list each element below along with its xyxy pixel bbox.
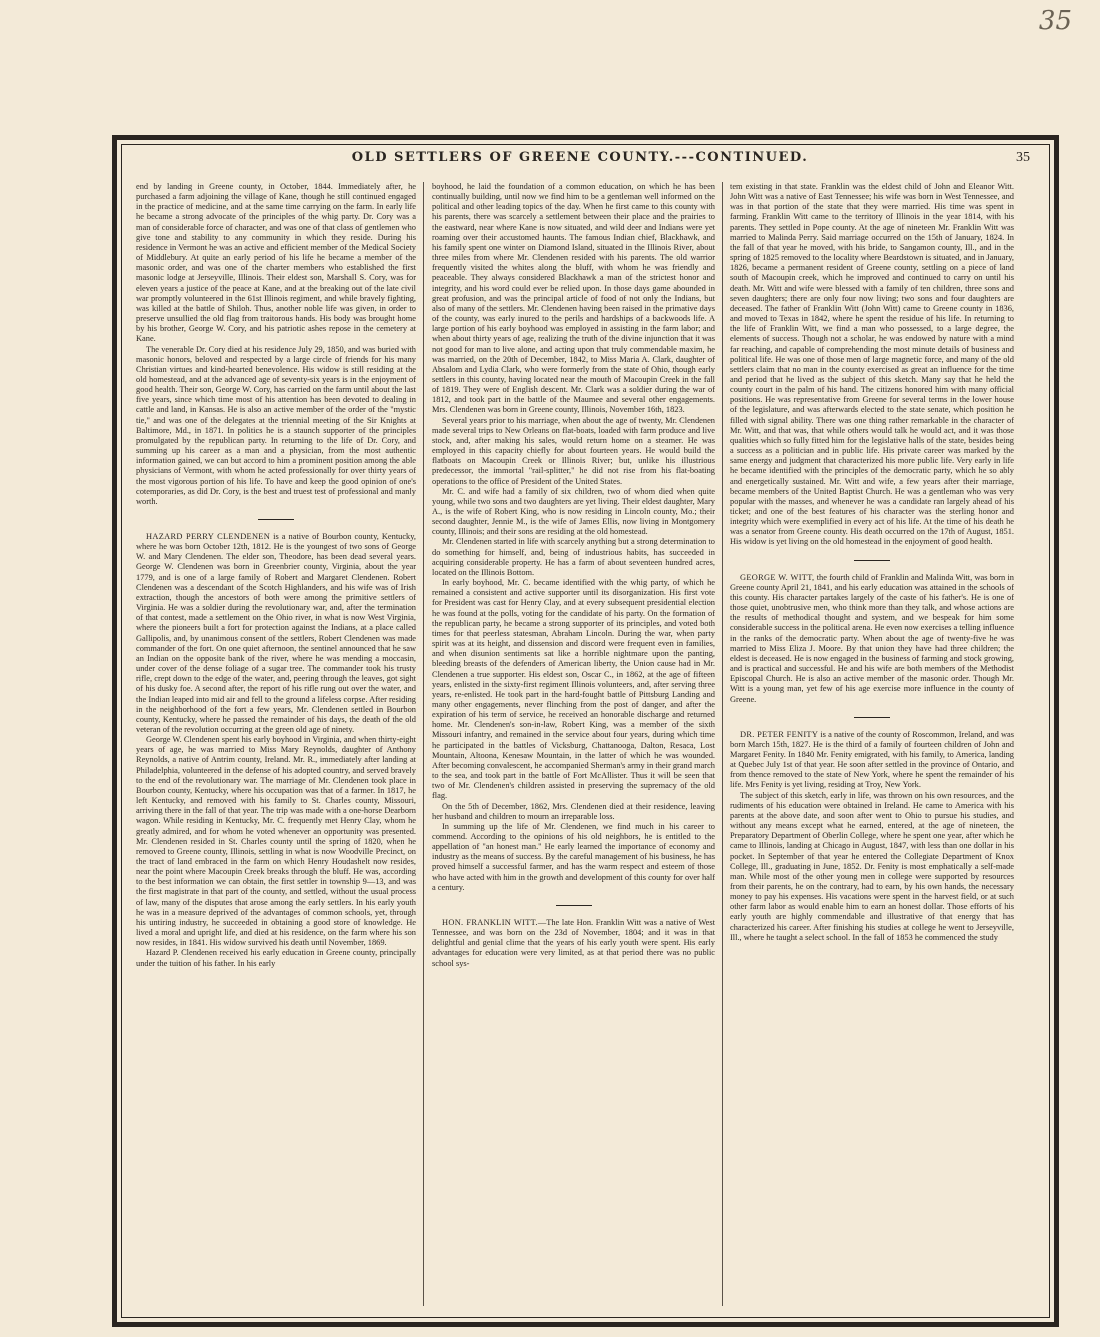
section-divider — [854, 717, 890, 718]
page-number: 35 — [1016, 150, 1030, 165]
paragraph: GEORGE W. WITT, the fourth child of Franklin and Malinda Witt, was born in Greene county April 21, 1841, and his early education was attained in the schools of this county. His character partakes largely of the caste of his father's. He is one of those quiet, unobtrusive men, who think more than they talk, and whose actions are the results of methodical thought and system, and we bespeak for him some considerable success in the political arena. He even now exercises a telling influence in the ranks of the democratic party. When about the age of twenty-five he was married to Miss Eliza J. Moore. By that union they have had three children; the eldest is deceased. He is now engaged in the business of farming and stock growing, and is practical and successful. He and his wife are both members of the Methodist Episcopal Church. He is also an active member of the masonic order. Though Mr. Witt is a young man, yet few of his age exercise more influence in the county of Greene. — [730, 572, 1014, 704]
article-columns — [136, 182, 1028, 1314]
paragraph: In early boyhood, Mr. C. became identified with the whig party, of which he remained a consistent and active supporter until its disorganization. His first vote for President was cast for Henry Clay, and at every subsequent presidential election he was found at the polls, voting for the candidate of his party. On the formation of the republican party, he became a strong supporter of its principles, and voted both times for that peerless statesman, Abraham Lincoln. During the war, when party spirit was at its height, and dissension and discord were frequent even in families, and when disunion sentiments sat like a horrible nightmare upon the panting, bleeding breasts of the defenders of American liberty, the Union cause had in Mr. Clendenen a true supporter. His eldest son, Oscar C., in 1862, at the age of fifteen years, enlisted in the sixty-first regiment Illinois volunteers, and, after serving three years, re-enlisted. He took part in the hard-fought battle of Pittsburg Landing and many other engagements, never flinching from the post of danger, and after the expiration of his term of service, he received an honorable discharge and returned home. Mr. Clendenen's son-in-law, Robert King, was a member of the sixth Missouri infantry, and remained in the service about four years, during which time he participated in the battles of Vicksburg, Chattanooga, Dalton, Resaca, Lost Mountain, Altoona, Kenesaw Mountain, in the latter of which he was wounded. After becoming convalescent, he accompanied Sherman's army in their grand march to the sea, and took part in the battle of Fort McAllister. Thus it will be seen that two of Mr. Clendenen's children assisted in preserving the supremacy of the old flag. — [432, 578, 715, 801]
paragraph: On the 5th of December, 1862, Mrs. Clendenen died at their residence, leaving her husband and children to mourn an irreparable loss. — [432, 801, 715, 821]
paragraph: end by landing in Greene county, in October, 1844. Immediately after, he purchased a farm adjoining the village of Kane, though he still continued engaged in the practice of medicine, and at the same time carrying on the farm. In early life he became a strong advocate of the principles of the whig party. Dr. Cory was a man of considerable force of character, and was one of that class of gentlemen who give tone and stability to any community in which they reside. During his residence in Vermont he was an active and efficient member of the Medical Society of Middlebury. At quite an early period of his life he became a member of the masonic order, and was one of the charter members who established the first masonic lodge at Jerseyville, Illinois. Their eldest son, Marshall S. Cory, was for eleven years a justice of the peace at Kane, and at the breaking out of the late civil war promptly volunteered in the 61st Illinois regiment, and while bravely fighting, was killed at the battle of Shiloh. Thus, another noble life was given, in order to preserve unsullied the old flag from traitorous hands. His body was brought home by his brother, George W. Cory, and his patriotic ashes repose in the cemetery at Kane. — [136, 182, 416, 344]
paragraph: In summing up the life of Mr. Clendenen, we find much in his career to commend. According to the opinions of his old neighbors, he is entitled to the appellation of "an honest man." He early learned the importance of economy and industry as the means of success. By the careful management of his business, he has proved himself a successful farmer, and has the warm respect and esteem of those who have acted with him in the growth and development of this county for over half a century. — [432, 821, 715, 892]
paragraph: The venerable Dr. Cory died at his residence July 29, 1850, and was buried with masonic honors, beloved and respected by a large circle of friends for his many Christian virtues and kind-hearted benevolence. His widow is still residing at the old homestead, and at the advanced age of seventy-six years is in the enjoyment of good health. Their son, George W. Cory, has carried on the farm until about the last five years, since which time most of his attention has been devoted to dealing in cattle and land, in Kansas. He is also an active member of the order of the "mystic tie," and was one of the delegates at the triennial meeting of the Sir Knights at Baltimore, Md., in 1871. In politics he is a staunch supporter of the principles promulgated by the republican party. In returning to the life of Dr. Cory, and summing up his career as a man and a physician, from the most authentic information gained, we can but accord to him a prominent position among the able physicians of Vermont, with whom he acted professionally for over thirty years of the most vigorous portion of his life. To have and keep the good opinion of one's cotemporaries, as did Dr. Cory, is the best and truest test of professional and manly worth. — [136, 344, 416, 506]
paragraph: George W. Clendenen spent his early boyhood in Virginia, and when thirty-eight years of age, he was married to Miss Mary Reynolds, daughter of Anthony Reynolds, a native of Antrim county, Ireland. Mr. R., immediately after landing at Philadelphia, volunteered in the defense of his adopted country, and served bravely to the end of the revolutionary war. The marriage of Mr. Clendenen took place in Bourbon county, Kentucky, where his occupation was that of a farmer. In 1817, he left Kentucky, and removed with his family to St. Charles county, Missouri, arriving there in the fall of that year. The trip was made with a one-horse Dearborn wagon. While residing in Kentucky, Mr. C. frequently met Henry Clay, whom he greatly admired, and for whom he voted whenever an opportunity was presented. Mr. Clendenen resided in St. Charles county until the spring of 1820, when he removed to Greene county, Illinois, settling in what is now Woodville Precinct, on the tract of land embraced in the farm on which Henry Houdashelt now resides, near the point where Macoupin Creek breaks through the bluff. He was, according to the best information we can obtain, the first settler in township 9—13, and was the first magistrate in that part of the county, and settled, without the usual process of law, many of the disputes that arose among the early settlers. In his early youth he was in a measure deprived of the advantages of common schools, yet, through his untiring industry, he succeeded in obtaining a good store of knowledge. He lived a moral and upright life, and died at his residence, on the farm where his son now resides, in 1841. His widow survived his death until November, 1869. — [136, 735, 416, 948]
paragraph: Several years prior to his marriage, when about the age of twenty, Mr. Clendenen made several trips to New Orleans on flat-boats, loaded with farm produce and live stock, and, after making his sales, would return home on a steamer. He was employed in this capacity chiefly for about fourteen years. He would build the flatboats on Macoupin Creek or Illinois River; but, unlike his illustrious predecessor, the immortal "rail-splitter," he did not rise from his flat-boating operations to the office of President of the United States. — [432, 415, 715, 486]
paragraph: boyhood, he laid the foundation of a common education, on which he has been continually building, until now we find him to be a gentleman well informed on the political and other leading topics of the day. When he first came to this county with his parents, there was scarcely a settlement between their place and the prairies to the eastward, near where Kane is now situated, and wild deer and Indians were yet roaming over their accustomed haunts. The famous Indian chief, Blackhawk, and his family spent one winter on Diamond Island, situated in the Illinois River, about three miles from where Mr. Clendenen resided with his parents. The old warrior frequently visited the whites along the bluff, with whom he was friendly and peaceable. They always considered Blackhawk a man of the strictest honor and integrity, and his word could ever be relied upon. In those days game abounded in great profusion, and was the principal article of food of not only the Indians, but also of many of the settlers. Mr. Clendenen having been raised in the primative days of the county, was early inured to the perils and hardships of a backwoods life. A large portion of his early boyhood was employed in assisting in the farm labor; and when about thirty years of age, realizing the truth of the divine injunction that it was not good for man to live alone, and acting upon that truly commendable maxim, he was married, on the 20th of December, 1842, to Miss Maria A. Clark, daughter of Absalom and Lydia Clark, who were formerly from the state of Ohio, though early settlers in this county, having located near the mouth of Macoupin Creek in the fall of 1819. They were of English descent. Mr. Clark was a soldier during the war of 1812, and took part in the battle of the Maumee and several other engagements. Mrs. Clendenen was born in Greene county, Illinois, November 16th, 1823. — [432, 182, 715, 415]
biography-name: DR. PETER FENITY — [740, 729, 819, 739]
paragraph: Hazard P. Clendenen received his early education in Greene county, principally under the tuition of his father. In his early — [136, 948, 416, 968]
paragraph: HON. FRANKLIN WITT.—The late Hon. Franklin Witt was a native of West Tennessee, and was born on the 23d of November, 1804; and it was in that delightful and genial clime that the years of his early youth were spent. His early advantages for education were very limited, as at that period there was no public school sys- — [432, 917, 715, 968]
paragraph: HAZARD PERRY CLENDENEN is a native of Bourbon county, Kentucky, where he was born October 12th, 1812. He is the youngest of two sons of George W. and Mary Clendenen. The elder son, Theodore, has been dead several years. George W. Clendenen was born in Greenbrier county, Virginia, about the year 1779, and is one of a large family of Robert and Margaret Clendenen. Robert Clendenen was a descendant of the Scotch Highlanders, and his wife was of Irish extraction, though the ancestors of both were among the primitive settlers of Virginia. He was a soldier during the revolutionary war, and, after the termination of that contest, made a settlement on the Ohio river, in what is now West Virginia, where the pioneers built a fort for protection against the Indians, at a place called Gallipolis, and, by unanimous consent of the settlers, Robert Clendenen was made commander of the fort. On one quiet afternoon, the sentinel announced that he saw an Indian on the opposite bank of the river, where he was mending a moccasin, under cover of the dense foliage of a sugar tree. The commander took his trusty rifle, crept down to the edge of the water, and, peering through the leaves, got sight of his dusky foe. A second after, the report of his rifle rung out over the water, and the Indian leaped into mid air and fell to the ground a lifeless corpse. After residing in the neighborhood of the fort a few years, Mr. Clendenen settled in Bourbon county, Kentucky, where he passed the remainder of his days, the death of the old veteran of the revolution occurring at the green old age of ninety. — [136, 532, 416, 734]
biography-name: HON. FRANKLIN WITT. — [442, 917, 538, 927]
biography-name: HAZARD PERRY CLENDENEN — [146, 532, 271, 541]
column-2 — [432, 182, 715, 1312]
paragraph: Mr. Clendenen started in life with scarcely anything but a strong determination to do something for himself, and, being of industrious habits, has succeeded in acquiring considerable property. He has a farm of about seventeen hundred acres, located on the Illinois Bottom. — [432, 537, 715, 577]
column-1 — [136, 182, 416, 1312]
paragraph: DR. PETER FENITY is a native of the county of Roscommon, Ireland, and was born March 15th, 1827. He is the third of a family of fourteen children of John and Margaret Fenity. In 1840 Mr. Fenity emigrated, with his family, to America, landing at Quebec July 1st of that year. He soon after settled in the province of Ontario, and from thence removed to the state of New York, where he spent the remainder of his life. Mrs Fenity is yet living, residing at Troy, New York. — [730, 729, 1014, 790]
column-3 — [730, 182, 1014, 1312]
paragraph: The subject of this sketch, early in life, was thrown on his own resources, and the rudiments of his education were obtained in Ireland. He came to America with his parents at the above date, and soon after went to Ohio to pursue his studies, and without any means except what he earned, entered, at the age of nineteen, the Preparatory Department of Oberlin College, where he spent one year, after which he came to Illinois, landing at Chicago in August, 1847, with less than one dollar in his pocket. In September of that year he entered the Collegiate Department of Knox College, Ill., graduating in June, 1852. Dr. Fenity is most emphatically a self-made man. While most of the other young men in college were supported by resources from their parents, he on the contrary, had to earn, by his own hands, the necessary money to pay his expenses. His vacations were spent in the harvest field, or at such other farm labor as would enable him to earn an honest dollar. Those efforts of his early youth are highly commendable and illustrative of that energy that has characterized his career. After finishing his studies at college he went to Jerseyville, Ill., where he taught a select school. In the fall of 1853 he commenced the study — [730, 790, 1014, 942]
handwritten-page-number: 35 — [1038, 6, 1072, 36]
paragraph: Mr. C. and wife had a family of six children, two of whom died when quite young, while two sons and two daughters are yet living. Their eldest daughter, Mary A., is the wife of Robert King, who is now residing in Lincoln county, Mo.; their second daughter, Jennie M., is the wife of James Ellis, now living in Montgomery county, Illinois; and their sons are residing at the old homestead. — [432, 486, 715, 537]
section-divider — [556, 905, 592, 906]
page-header — [130, 148, 1030, 172]
biography-name: GEORGE W. WITT, — [740, 572, 815, 582]
section-divider — [854, 560, 890, 561]
section-divider — [258, 519, 294, 520]
page-title: OLD SETTLERS OF GREENE COUNTY.---CONTINUED. — [351, 150, 809, 165]
paragraph: tem existing in that state. Franklin was the eldest child of John and Eleanor Witt. John Witt was a native of East Tennessee; his wife was born in West Tennessee, and was in that portion of the state that they were married. His time was spent in farming. Franklin Witt came to the territory of Illinois in the year 1814, with his parents. They settled in Pope county. At the age of nineteen Mr. Franklin Witt was married to Malinda Perry. Said marriage occurred on the 15th of January, 1824. In the fall of that year he moved, with his bride, to Sangamon county, Ill., and in the spring of 1825 removed to the locality where Beardstown is situated, and in January, 1826, became a permanent resident of Greene county, settling on a piece of land south of Macoupin creek, which he improved and continued to carry on until his death. Mr. Witt and wife were blessed with a family of ten children, three sons and seven daughters; there are only four now living; two sons and four daughters are deceased. The father of Franklin Witt (John Witt) came to Greene county in 1836, and moved to Texas in 1842, where he spent the residue of his life. In returning to the life of Franklin Witt, we find a man who possessed, to a large degree, the elements of success. Though not a scholar, he was endowed by nature with a mind far reaching, and capable of comprehending the most minute details of business and political life. He was one of those men of large magnetic force, and many of the old settlers claim that no man in the county exercised as great an influence for the time and period that he lived as the subject of this sketch. Many say that he held the county court in the palm of his hand. The citizens honored him with many official positions. He was representative from Greene for several terms in the lower house of the legislature, and was afterwards elected to the state senate, which position he filled with signal ability. There was one thing rather remarkable in the character of Mr. Witt, and that was, that while others would talk he would act, and it was those qualities which so fully fitted him for the legislative halls of the state, besides being a success as a politician and in public life. His private career was marked by the same energy and judgment that characterized his more public life. Very early in life he became identified with the principles of the democratic party, which he so ably and energetically sustained. Mr. Witt and wife, a few years after their marriage, became members of the United Baptist Church. He was a gentleman who was very popular with the masses, and whenever he was a candidate ran largely ahead of his ticket; and one of the best features of his character was the sterling honor and integrity which were exemplified in every act of his life. At the time of his death he was a senator from Greene county. His death occurred on the 17th of August, 1851. His widow is yet living on the old homestead in the enjoyment of good health. — [730, 182, 1014, 547]
